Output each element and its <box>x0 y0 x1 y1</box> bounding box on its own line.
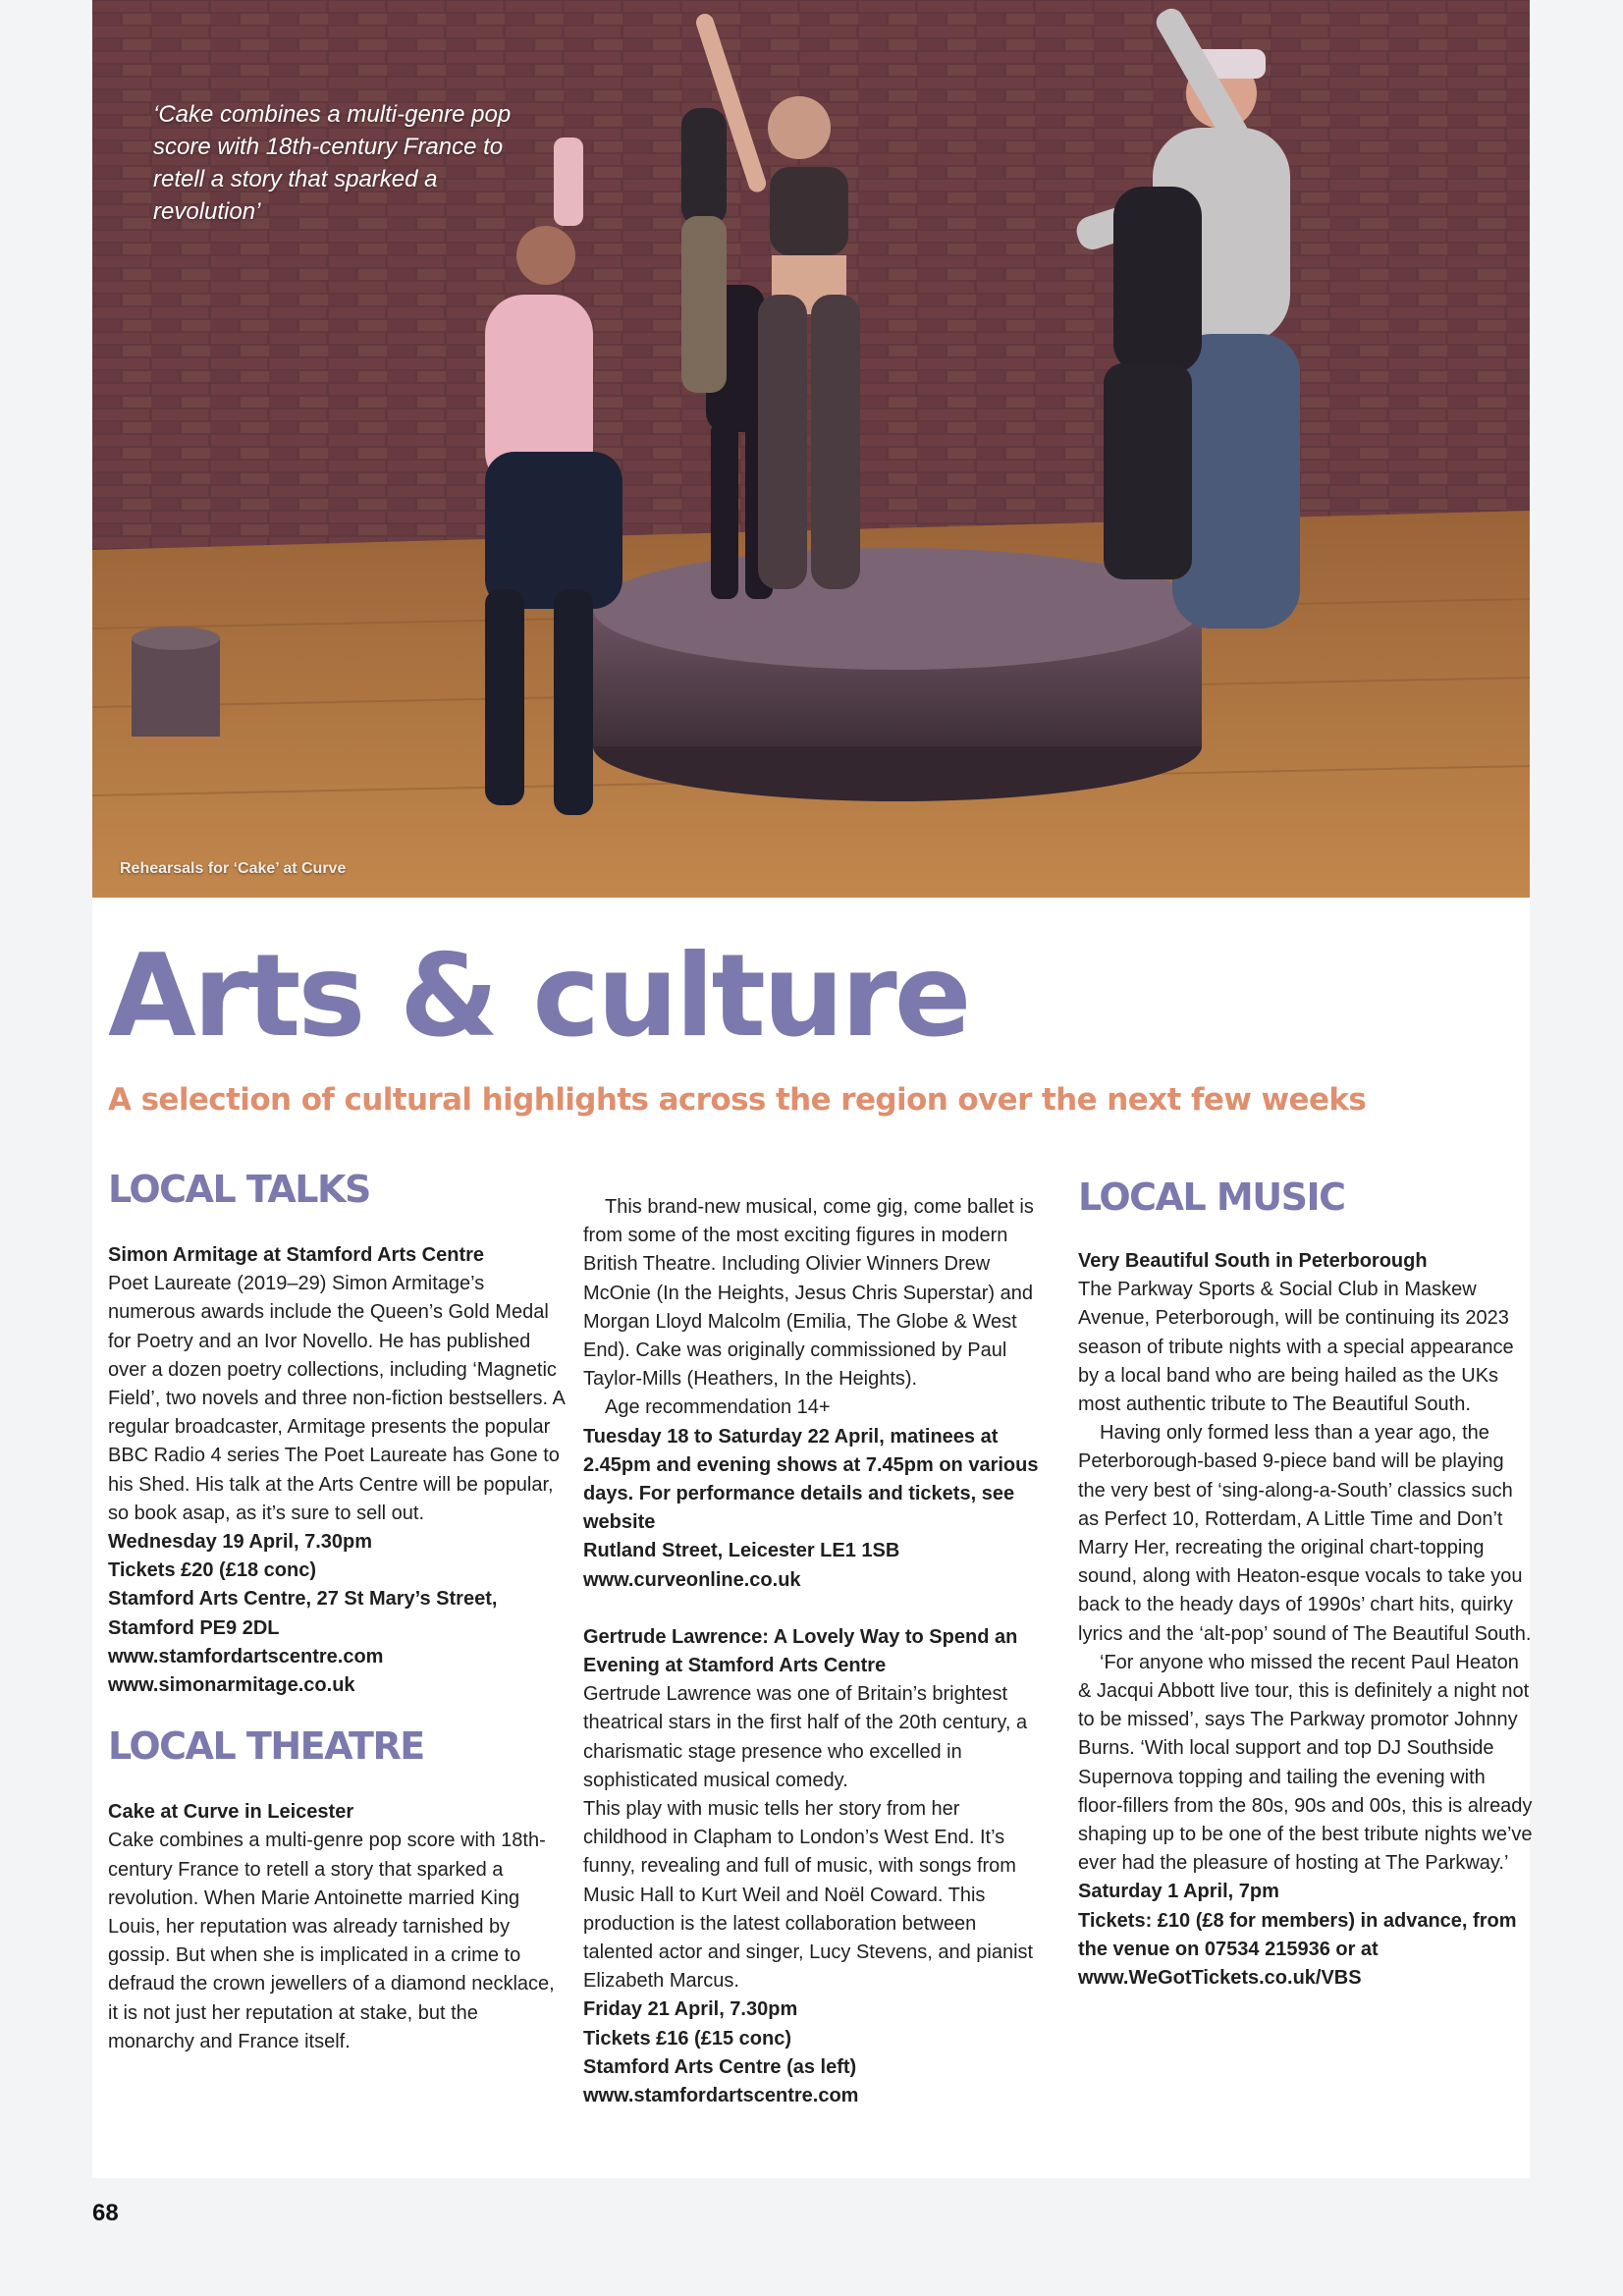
event-date: Wednesday 19 April, 7.30pm <box>108 1531 372 1554</box>
section-heading-local-theatre: LOCAL THEATRE <box>108 1724 424 1769</box>
event-age-recommendation: Age recommendation 14+ <box>605 1396 831 1419</box>
page-number: 68 <box>92 2200 119 2226</box>
event-date: Saturday 1 April, 7pm <box>1078 1881 1279 1903</box>
hero-photo <box>92 0 1530 898</box>
event-venue: Rutland Street, Leicester LE1 1SB <box>583 1540 900 1562</box>
event-date: Friday 21 April, 7.30pm <box>583 1998 798 2021</box>
section-heading-local-talks: LOCAL TALKS <box>108 1168 370 1211</box>
event-body: The Parkway Sports & Social Club in Maskew Avenue, Peterborough, will be continuing its 2023 season of tribute nights with a special appearance by a local band who are being hailed as the UKs most authentic tribute to The Beautiful South. <box>1078 1279 1514 1416</box>
event-tickets: Tickets £16 (£15 conc) <box>583 2027 791 2050</box>
event-dates: Tuesday 18 to Saturday 22 April, matinees at 2.45pm and evening shows at 7.45pm on various days. For performance details and tickets, see website <box>583 1425 1039 1534</box>
event-tickets: Tickets £20 (£18 conc) <box>108 1559 316 1582</box>
event-venue: Stamford Arts Centre, 27 St Mary’s Street, Stamford PE9 2DL <box>108 1588 498 1639</box>
event-website-link[interactable]: www.simonarmitage.co.uk <box>108 1674 355 1697</box>
event-tickets: Tickets: £10 (£8 for members) in advance, from the venue on 07534 215936 or at www.WeGotTickets.co.uk/VBS <box>1078 1909 1517 1990</box>
event-quote: ‘For anyone who missed the recent Paul Heaton & Jacqui Abbott live tour, this is definitely a night not to be missed’, says The Parkway promotor Johnny Burns. ‘With local support and top DJ Southside Supernova topping and tailing the evening with floor-fillers from the 80s, 90s and 00s, this is already shaping up to be one of the best tribute nights we’ve ever had the pleasure of hosting at The Parkway.’ <box>1078 1651 1533 1875</box>
event-body: Cake combines a multi-genre pop score with 18th-century France to retell a story that sparked a revolution. When Marie Antoinette married King Louis, her reputation was already tarnished by gossip. But when she is implicated in a crime to defraud the crown jewellers of a diamond necklace, it is not just her reputation at stake, but the monarchy and France itself. <box>108 1830 555 2052</box>
event-title: Very Beautiful South in Peterborough <box>1078 1250 1428 1272</box>
photo-pull-quote: ‘Cake combines a multi-genre pop score with 18th-century France to retell a story that sparked a revolution’ <box>153 101 512 225</box>
event-body: Poet Laureate (2019–29) Simon Armitage’s numerous awards include the Queen’s Gold Medal for Poetry and an Ivor Novello. He has published over a dozen poetry collections, including ‘Magnetic Field’, two novels and three non-fiction bestsellers. A regular broadcaster, Armitage presents the popular BBC Radio 4 series The Poet Laureate has Gone to his Shed. His talk at the Arts Centre will be popular, so book asap, as it’s sure to sell out. <box>108 1273 565 1524</box>
event-title: Cake at Curve in Leicester <box>108 1801 354 1824</box>
event-body-continued: This play with music tells her story from her childhood in Clapham to London’s West End. It’s funny, revealing and full of music, with songs from Music Hall to Kurt Weil and Noël Coward. This production is the latest collaboration between talented actor and singer, Lucy Stevens, and pianist Elizabeth Marcus. <box>583 1798 1034 1993</box>
photo-caption: Rehearsals for ‘Cake’ at Curve <box>120 860 347 877</box>
column-left <box>108 1165 565 2056</box>
event-body-continued: Having only formed less than a year ago, the Peterborough-based 9-piece band will be playing the very best of ‘sing-along-a-South’ classics such as Perfect 10, Rotterdam, A Little Time and Don’t Marry Her, recreating the original chart-topping sound, along with Heaton-esque vocals to take you back to the heady days of 1990s’ chart hits, quirky lyrics and the ‘alt-pop’ sound of The Beautiful South. <box>1078 1422 1532 1645</box>
event-body: Gertrude Lawrence was one of Britain’s brightest theatrical stars in the first half of the 20th century, a charismatic stage presence who excelled in sophisticated musical comedy. <box>583 1683 1028 1791</box>
event-website-link[interactable]: www.stamfordartscentre.com <box>583 2085 859 2107</box>
column-right <box>1078 1173 1535 1993</box>
page-subtitle: A selection of cultural highlights across the region over the next few weeks <box>108 1082 1367 1118</box>
event-website-link[interactable]: www.curveonline.co.uk <box>583 1568 801 1591</box>
page-title: Arts & culture <box>108 930 969 1063</box>
event-body-continued: This brand-new musical, come gig, come ballet is from some of the most exciting figures in modern British Theatre. Including Olivier Winners Drew McOnie (In the Heights, Jesus Chris Superstar) and Morgan Lloyd Malcolm (Emilia, The Globe & West End). Cake was originally commissioned by Paul Taylor-Mills (Heathers, In the Heights). <box>583 1196 1034 1391</box>
magazine-page <box>92 0 1533 2178</box>
event-title: Gertrude Lawrence: A Lovely Way to Spend an Evening at Stamford Arts Centre <box>583 1625 1018 1677</box>
event-title: Simon Armitage at Stamford Arts Centre <box>108 1244 485 1266</box>
section-heading-local-music: LOCAL MUSIC <box>1078 1175 1345 1219</box>
event-venue: Stamford Arts Centre (as left) <box>583 2055 857 2078</box>
column-middle <box>583 1193 1040 2110</box>
event-website-link[interactable]: www.stamfordartscentre.com <box>108 1645 384 1667</box>
